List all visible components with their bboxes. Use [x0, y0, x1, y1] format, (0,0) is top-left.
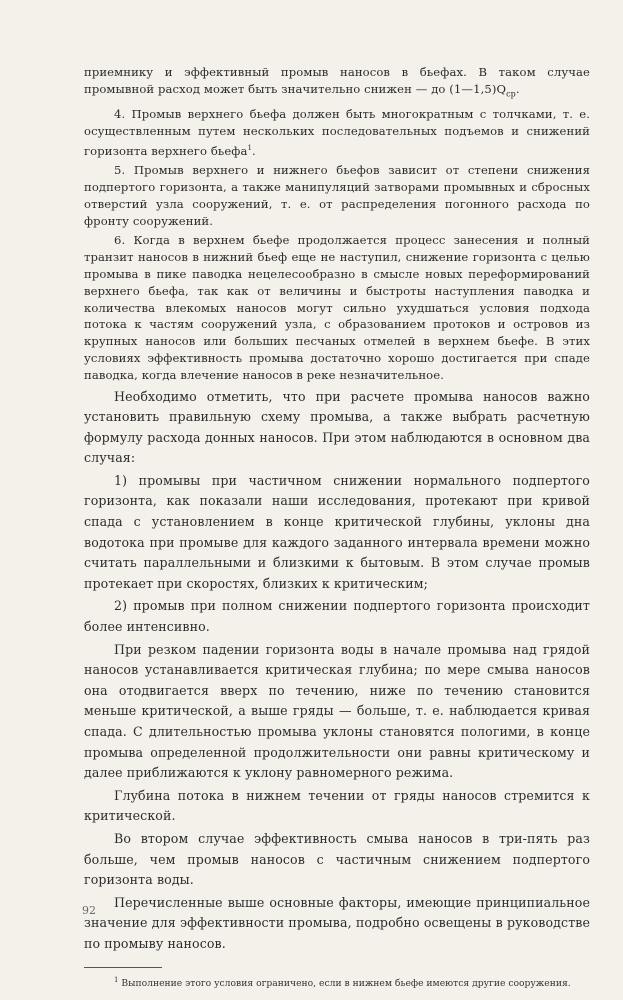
page-content — [84, 64, 590, 990]
footnote: $^1$ Выполнение этого условия ограничено, если в нижнем бьефе имеются другие сооружения. — [114, 975, 571, 989]
footnote-divider — [84, 967, 162, 968]
paragraph-10: Во втором случае эффективность смыва наносов в три-пять раз больше, чем промыв наносов с частичным снижением подпертого горизонта воды. — [84, 830, 590, 888]
page-number: 92 — [82, 904, 96, 917]
paragraph-4: 6. Когда в верхнем бьефе продолжается процесс занесения и полный транзит наносов в нижний бьеф еще не наступил, снижение горизонта с целью промыва в пике паводка нецелесообразно в смысле новых переформирований верхнего бьефа, так как от величины и быстроты наступления паводка и количества влекомых наносов могут сильно ухудшаться условия подхода потока к частям сооружений узла, с образованием протоков и островов из крупных наносов или больших песчаных отмелей в верхнем бьефе. В этих условиях эффективность промыва достаточно хорошо достигается при спаде паводка, когда влечение наносов в реке незначительное. — [84, 233, 590, 382]
paragraph-8: При резком падении горизонта воды в начале промыва над грядой наносов устанавливается критическая глубина; по мере смыва наносов она отодвигается вверх по течению, ниже по течению становится меньше критической, а выше гряды — больше, т. е. наблюдается кривая спада. С длительностью промыва уклоны становятся пологими, в конце промыва определенной продолжительности они равны критическому и далее приближаются к уклону равномерного режима. — [84, 641, 590, 781]
paragraph-6: 1) промывы при частичном снижении нормального подпертого горизонта, как показали наши исследования, протекают при кривой спада с установлением в конце критической глубины, уклоны дна водотока при промыве для каждого заданного интервала времени можно считать параллельными и близкими к бытовым. В этом случае промыв протекает при скоростях, близких к критическим; — [84, 472, 590, 591]
paragraph-1: приемнику и эффективный промыв наносов в бьефах. В таком случае промывной расход может быть значительно снижен — до $(1—1,5)Q_{ср}$. — [84, 65, 590, 99]
paragraph-2: 4. Промыв верхнего бьефа должен быть многократным с толчками, т. е. осуществленным путем нескольких последовательных подъемов и снижений горизонта верхнего бьефа$^1$. — [84, 106, 590, 158]
paragraph-11: Перечисленные выше основные факторы, имеющие принципиальное значение для эффективности промыва, подробно освещены в руководстве по промыву наносов. — [84, 894, 590, 951]
paragraph-5: Необходимо отметить, что при расчете промыва наносов важно установить правильную схему промыва, а также выбрать расчетную формулу расхода донных наносов. При этом наблюдаются в основном два случая: — [84, 388, 590, 466]
paragraph-7: 2) промыв при полном снижении подпертого горизонта происходит более интенсивно. — [84, 598, 590, 635]
paragraph-9: Глубина потока в нижнем течении от гряды наносов стремится к критической. — [84, 787, 590, 824]
paragraph-3: 5. Промыв верхнего и нижнего бьефов зависит от степени снижения подпертого горизонта, а также манипуляций затворами промывных и сбросных отверстий узла сооружений, т. е. от распределения погонного расхода по фронту сооружений. — [84, 163, 590, 228]
